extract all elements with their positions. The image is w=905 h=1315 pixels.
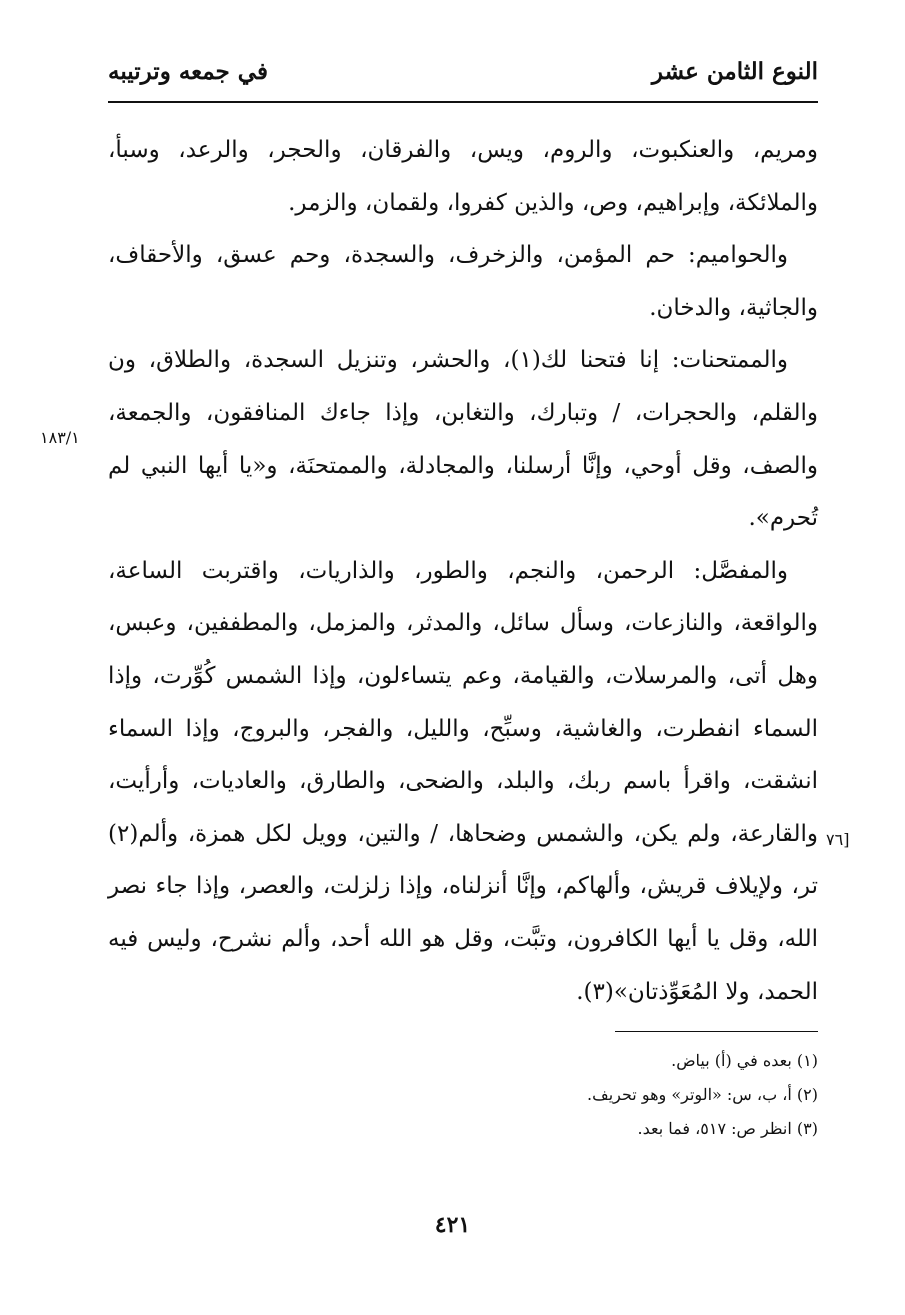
margin-reference-2: [٧٦ — [826, 830, 850, 849]
running-header — [108, 54, 818, 98]
paragraph-surah-list: ومريم، والعنكبوت، والروم، ويس، والفرقان، والحجر، والرعد، وسبأ، والملائكة، وإبراهيم، وص، والذين كفروا، ولقمان، والزمر. — [108, 137, 818, 216]
paragraph-mufassal: والمفصَّل: الرحمن، والنجم، والطور، والذاريات، واقتربت الساعة، والواقعة، والنازعات، وسأل سائل، والمدثر، والمزمل، والمطففين، وعبس، وهل أتى، والمرسلات، والقيامة، وعم يتساءلون، وإذا الشمس كُوِّرت، وإذا السماء انفطرت، والغاشية، وسبِّح، والليل، والفجر، والبروج، وإذا السماء انشقت، واقرأ باسم ربك، والبلد، والضحى، والطارق، والعاديات، وأرأيت، والقارعة، ولم يكن، والشمس وضحاها، / والتين، وويل لكل همزة، وألم(٢) تر، ولإيلاف قريش، وألهاكم، وإنَّا أنزلناه، وإذا زلزلت، والعصر، وإذا جاء نصر الله، وقل يا أيها الكافرون، وتبَّت، وقل هو الله أحد، وألم نشرح، وليس فيه الحمد، ولا المُعَوِّذتان»(٣). — [108, 557, 818, 1005]
paragraph-mumtahanat: والممتحنات: إنا فتحنا لك(١)، والحشر، وتنزيل السجدة، والطلاق، ون والقلم، والحجرات، / وتبارك، والتغابن، وإذا جاءك المنافقون، والجمعة، والصف، وقل أوحي، وإنَّا أرسلنا، والمجادلة، والممتحنَة، و«يا أيها النبي لم تُحرم». — [108, 347, 818, 532]
footnotes — [108, 1044, 818, 1146]
margin-reference-1: ١٨٣/١ — [40, 428, 80, 447]
paragraph-hawamim: والحواميم: حم المؤمن، والزخرف، والسجدة، وحم عسق، والأحقاف، والجاثية، والدخان. — [108, 242, 818, 321]
main-text — [108, 124, 818, 1018]
section-title: في جمعه وترتيبه — [108, 58, 268, 85]
page-number: ٤٢١ — [434, 1212, 471, 1238]
footnote: (٢) أ، ب، س: «الوتر» وهو تحريف. — [587, 1085, 818, 1104]
footnote: (٣) انظر ص: ٥١٧، فما بعد. — [637, 1119, 818, 1138]
footnote: (١) بعده في (أ) بياض. — [671, 1051, 818, 1070]
chapter-title: النوع الثامن عشر — [651, 58, 818, 85]
footnote-divider — [615, 1031, 818, 1032]
header-divider — [108, 101, 818, 103]
